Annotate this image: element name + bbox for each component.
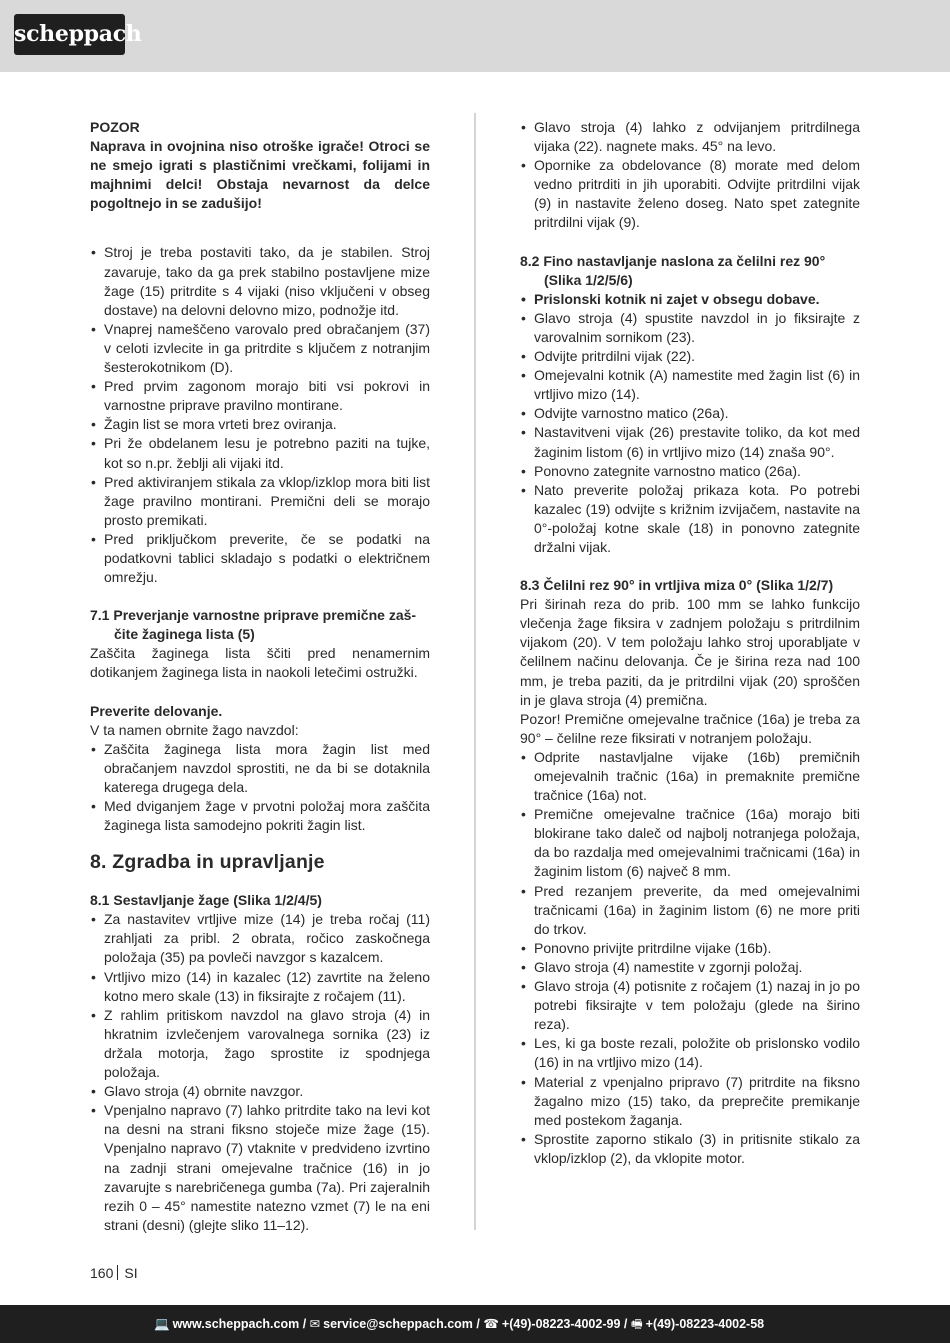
list-item: • Vpenjalno napravo (7) lahko pritrdite tako na levi kot na desni na strani fiksno stoječe mize žage (15). Vpenjalno napravo (7) vtaknite v predvideno izvrtino na zadnji strani omejevalne tračnice (16) in jo zavarujte s narebričenega gumba (7a). Pri zajeralnih rezih 0 – 45° namestite natezno vzmet (7) le na eni strani (desni) (glejte sliko 11–12). — [90, 1101, 430, 1235]
list-item: • Za nastavitev vrtljive mize (14) je treba ročaj (11) zrahljati za pribl. 2 obrata, ročico zaskočnega položaja (35) pa povleči navzgor s kazalcem. — [90, 910, 430, 967]
adjust-bullet-list — [520, 290, 860, 557]
list-item: • Med dviganjem žage v prvotni položaj mora zaščita žaginega lista samodejno pokriti žagin list. — [90, 797, 430, 835]
assembly-bullet-list — [90, 910, 430, 1235]
fax-icon: 🖷 — [630, 1317, 643, 1331]
scheppach-logo: scheppach — [14, 14, 125, 55]
section-8-2-heading — [520, 252, 860, 290]
list-item: • Glavo stroja (4) lahko z odvijanjem pritrdilnega vijaka (22). nagnete maks. 45° na levo. — [520, 118, 860, 156]
section-title-line2: (Slika 1/2/5/6) — [544, 271, 633, 288]
section-title-line2: čite žaginega lista (5) — [114, 626, 255, 643]
list-item: • Stroj je treba postaviti tako, da je stabilen. Stroj zavaruje, tako da ga prek stabilno postavljene mize žage (15) pritrdite s 4 vijaki (niso vključeni v obseg dostave) na delovni delovno mizo, podnožje itd. — [90, 243, 430, 319]
section-8-3-warning: Pozor! Premične omejevalne tračnice (16a) je treba za 90° – čelilne reze fiksirati v notranjem položaju. — [520, 710, 860, 746]
list-item: • Pred prvim zagonom morajo biti vsi pokrovi in varnostne priprave pravilno montirane. — [90, 377, 430, 415]
section-8-1-heading: 8.1 Sestavljanje žage (Slika 1/2/4/5) — [90, 892, 322, 909]
section-7-1-text: Zaščita žaginega lista ščiti pred nenamernim dotikanjem žaginega lista in naokoli letečimi ostružki. — [90, 645, 430, 681]
phone-icon: ☎ — [483, 1317, 499, 1331]
language-code: SI — [124, 1265, 138, 1281]
page-number-value: 160 — [90, 1265, 114, 1281]
list-item: • Žagin list se mora vrteti brez oviranja. — [90, 415, 430, 434]
head-bullet-list — [520, 118, 860, 233]
section-number: 7.1 — [90, 607, 110, 624]
list-item: • Opornike za obdelovance (8) morate med delom vedno pritrditi in jih uporabiti. Odvijte pritrdilni vijak (9) in nastavite želeno doseg. Nato spet zategnite pritrdilni vijak (9). — [520, 156, 860, 232]
safety-bullet-list — [90, 243, 430, 587]
top-header-bar — [0, 0, 950, 72]
list-item: • Vnaprej nameščeno varovalo pred obračanjem (37) v celoti izvlecite in ga pritrdite s ključem z notranjim šesterokotnikom (D). — [90, 320, 430, 377]
list-item: • Omejevalni kotnik (A) namestite med žagin list (6) in vrtljivo mizo (14). — [520, 366, 860, 404]
list-item: • Glavo stroja (4) potisnite z ročajem (1) nazaj in jo po potrebi fiksirajte v tem položaju (glede na širino reza). — [520, 977, 860, 1034]
warning-text: Naprava in ovojnina niso otroške igrače! Otroci se ne smejo igrati s plastičnimi vrečkami, folijami in majhnimi delci! Obstaja nevarnost da delce pogoltnejo in se zadušijo! — [90, 138, 430, 212]
section-title-line1: Preverjanje varnostne priprave premične zaš- — [113, 607, 417, 624]
check-text: V ta namen obrnite žago navzdol: — [90, 721, 299, 738]
separator: / — [299, 1317, 310, 1331]
list-item: • Odvijte varnostno matico (26a). — [520, 404, 860, 423]
computer-icon: 💻 — [154, 1317, 170, 1331]
list-item: • Glavo stroja (4) namestite v zgornji položaj. — [520, 958, 860, 977]
list-item: • Prislonski kotnik ni zajet v obsegu dobave. — [520, 290, 860, 309]
footer-bar — [0, 1305, 950, 1343]
list-item: • Odvijte pritrdilni vijak (22). — [520, 347, 860, 366]
list-item: • Zaščita žaginega lista mora žagin list med obračanjem navzdol sprostiti, ne da bi se dotaknila katerega drugega dela. — [90, 740, 430, 797]
section-8-3-heading: 8.3 Čelilni rez 90° in vrtljiva miza 0° (Slika 1/2/7) — [520, 577, 834, 594]
left-column — [90, 118, 430, 1235]
section-title-line1: 8.2 Fino nastavljanje naslona za čelilni rez 90° — [520, 252, 826, 269]
page-number-separator — [117, 1265, 118, 1280]
list-item: • Vrtljivo mizo (14) in kazalec (12) zavrtite na želeno kotno mero skale (13) in fiksirajte z ročajem (11). — [90, 968, 430, 1006]
check-bullet-list — [90, 740, 430, 835]
list-item: • Odprite nastavljalne vijake (16b) premičnih omejevalnih tračnic (16a) in premaknite premične tračnice (16a) not. — [520, 748, 860, 805]
list-item: • Glavo stroja (4) obrnite navzgor. — [90, 1082, 430, 1101]
contact-line — [154, 1305, 764, 1343]
list-item: • Ponovno privijte pritrdilne vijake (16b). — [520, 939, 860, 958]
list-item: • Pred rezanjem preverite, da med omejevalnimi tračnicami (16a) in žaginim listom (6) ne more priti do trkov. — [520, 882, 860, 939]
list-item: • Nato preverite položaj prikaza kota. Po potrebi kazalec (19) odvijte s križnim izvijačem, nastavite na 0°-položaj kotne skale (18) in ponovno zategnite držalni vijak. — [520, 481, 860, 557]
crosscut-bullet-list — [520, 748, 860, 1168]
right-column — [520, 118, 860, 1168]
list-item: • Z rahlim pritiskom navzdol na glavo stroja (4) in hkratnim izvlečenjem varovalnega sornika (23) iz držala motorja, žago sprostite iz spodnjega položaja. — [90, 1006, 430, 1082]
list-item: • Pred priključkom preverite, če se podatki na podatkovni tablici skladajo s podatki o električnem omrežju. — [90, 530, 430, 587]
separator: / — [472, 1317, 484, 1331]
list-item: • Pred aktiviranjem stikala za vklop/izklop mora biti list žage pravilno montirani. Premični deli se morajo prosto premikati. — [90, 473, 430, 530]
page-number — [90, 1265, 138, 1281]
list-item: • Ponovno zategnite varnostno matico (26a). — [520, 462, 860, 481]
column-divider — [474, 113, 476, 1230]
list-item: • Pri že obdelanem lesu je potrebno paziti na tujke, kot so n.pr. žeblji ali vijaki itd. — [90, 434, 430, 472]
separator: / — [620, 1317, 631, 1331]
check-title: Preverite delovanje. — [90, 702, 223, 719]
section-7-1-heading — [90, 606, 430, 644]
list-item: • Sprostite zaporno stikalo (3) in pritisnite stikalo za vklop/izklop (2), da vklopite motor. — [520, 1130, 860, 1168]
list-item: • Material z vpenjalno pripravo (7) pritrdite na fiksno žagalno mizo (15) tako, da preprečite premikanje med postekom žaganja. — [520, 1073, 860, 1130]
list-item: • Glavo stroja (4) spustite navzdol in jo fiksirajte z varovalnim sornikom (23). — [520, 309, 860, 347]
mail-icon: ✉ — [309, 1317, 321, 1331]
chapter-8-heading: 8. Zgradba in upravljanje — [90, 851, 325, 874]
fax-number: +(49)-08223-4002-58 — [645, 1317, 765, 1331]
list-item: • Les, ki ga boste rezali, položite ob prislonsko vodilo (16) in na vrtljivo mizo (14). — [520, 1034, 860, 1072]
website-link[interactable]: www.scheppach.com — [172, 1317, 300, 1331]
list-item: • Nastavitveni vijak (26) prestavite toliko, da kot med žaginim listom (6) in vrtljivo mizo (14) znaša 90°. — [520, 423, 860, 461]
email-link[interactable]: service@scheppach.com — [323, 1317, 473, 1331]
warning-title: POZOR — [90, 119, 140, 135]
section-8-3-text: Pri širinah reza do prib. 100 mm se lahko funkcijo vlečenja žage fiksira v zadnjem položaju s pritrdilnim vijakom (20). V tem položaju lahko stroj uporabljate v čelilnem načinu delovanja. Če je širina reza nad 100 mm, je treba paziti, da je pritrdilni vijak (20) sproščen in je glava stroja (4) premična. — [520, 596, 860, 708]
list-item: • Premične omejevalne tračnice (16a) morajo biti blokirane tako daleč od najbolj notranjega položaja, da bo razdalja med omejevalnimi tračnicami (16a) in žaginim listom (6) največ 8 mm. — [520, 805, 860, 881]
phone-number: +(49)-08223-4002-99 — [501, 1317, 621, 1331]
